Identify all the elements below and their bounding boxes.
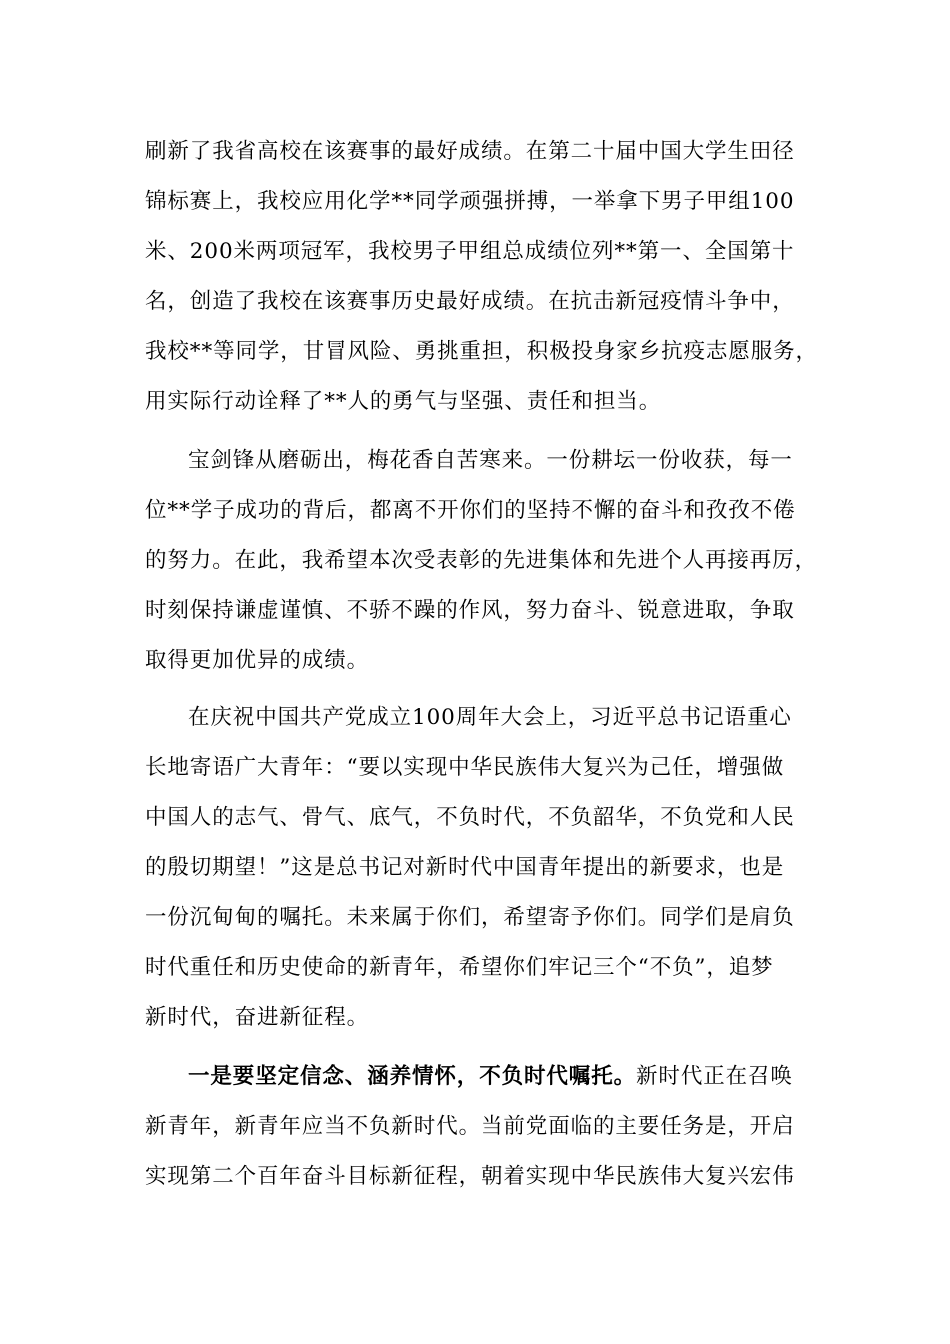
paragraph-3-line: 中国人的志气、骨气、底气，不负时代，不负韶华，不负党和人民 <box>145 805 795 830</box>
paragraph-4-heading: 一是要坚定信念、涵养情怀，不负时代嘱托。 <box>188 1064 637 1089</box>
paragraph-4-first-line <box>188 1062 793 1092</box>
paragraph-1-line: 用实际行动诠释了**人的勇气与坚强、责任和担当。 <box>145 389 662 414</box>
paragraph-3-line: 时代重任和历史使命的新青年，希望你们牢记三个“不负”，追梦 <box>145 955 774 980</box>
paragraph-2-line: 时刻保持谦虚谨慎、不骄不躁的作风，努力奋斗、锐意进取，争取 <box>145 598 795 623</box>
paragraph-3-line: 在庆祝中国共产党成立100周年大会上，习近平总书记语重心 <box>188 705 792 730</box>
paragraph-2-line: 位**学子成功的背后，都离不开你们的坚持不懈的奋斗和孜孜不倦 <box>145 498 796 523</box>
paragraph-1-line: 刷新了我省高校在该赛事的最好成绩。在第二十届中国大学生田径 <box>145 139 795 164</box>
paragraph-2-line: 的努力。在此，我希望本次受表彰的先进集体和先进个人再接再厉， <box>145 548 818 573</box>
paragraph-4-line: 新青年，新青年应当不负新时代。当前党面临的主要任务是，开启 <box>145 1114 795 1139</box>
paragraph-3-line: 长地寄语广大青年：“要以实现中华民族伟大复兴为己任，增强做 <box>145 755 785 780</box>
paragraph-1-line: 名，创造了我校在该赛事历史最好成绩。在抗击新冠疫情斗争中， <box>145 289 795 314</box>
paragraph-4-lead-text: 新时代正在召唤 <box>636 1064 793 1089</box>
paragraph-3-line: 新时代，奋进新征程。 <box>145 1005 370 1030</box>
paragraph-1-line: 我校**等同学，甘冒风险、勇挑重担，积极投身家乡抗疫志愿服务， <box>145 339 818 364</box>
paragraph-3-line: 一份沉甸甸的嘱托。未来属于你们，希望寄予你们。同学们是肩负 <box>145 905 795 930</box>
paragraph-4-line: 实现第二个百年奋斗目标新征程，朝着实现中华民族伟大复兴宏伟 <box>145 1164 795 1189</box>
paragraph-2-line: 宝剑锋从磨砺出，梅花香自苦寒来。一份耕坛一份收获，每一 <box>188 448 793 473</box>
paragraph-1-line: 米、200米两项冠军，我校男子甲组总成绩位列**第一、全国第十 <box>145 239 795 264</box>
paragraph-3-line: 的殷切期望！”这是总书记对新时代中国青年提出的新要求，也是 <box>145 855 785 880</box>
paragraph-1-line: 锦标赛上，我校应用化学**同学顽强拼搏，一举拿下男子甲组100 <box>145 189 795 214</box>
paragraph-2-line: 取得更加优异的成绩。 <box>145 648 370 673</box>
